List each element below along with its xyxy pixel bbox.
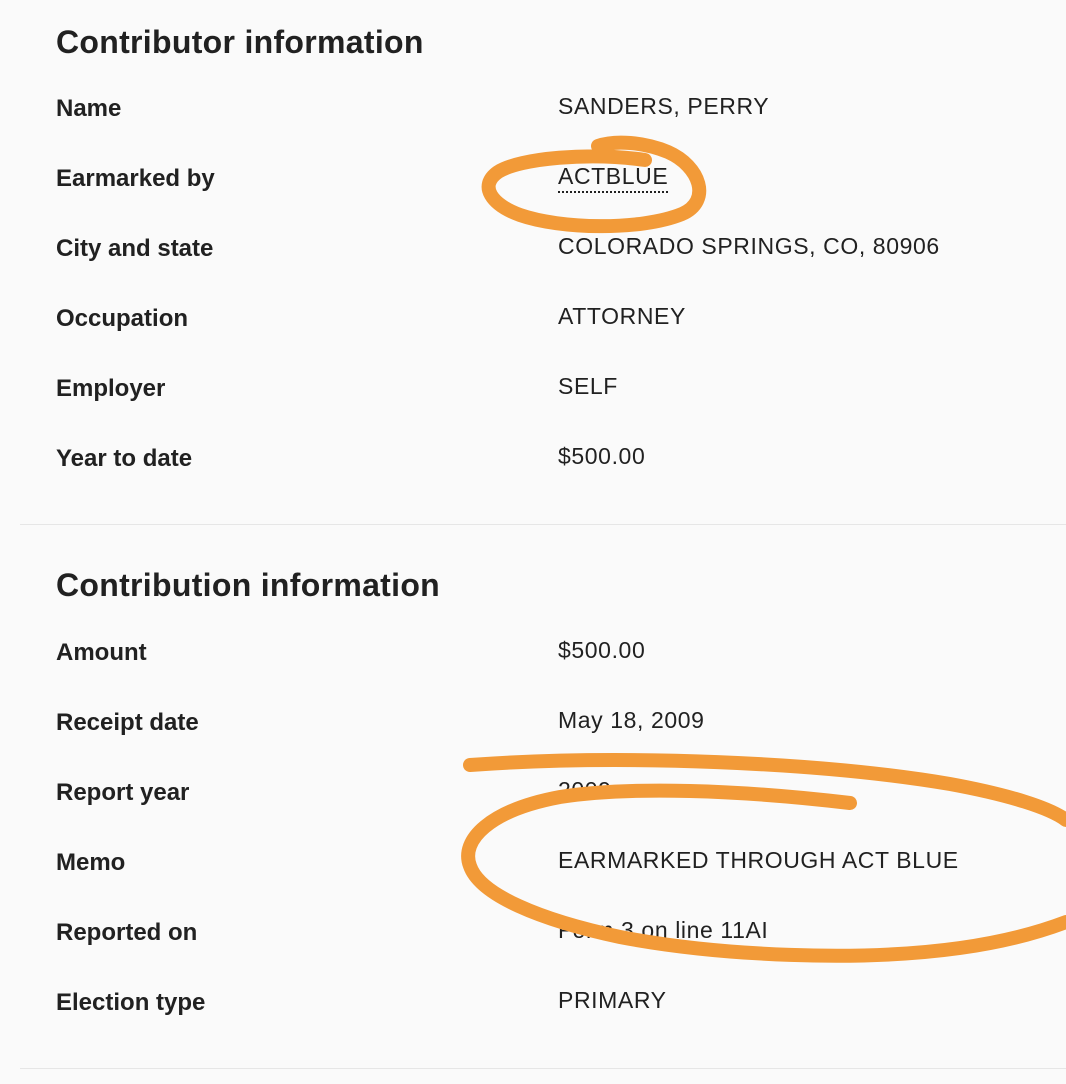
amount-value: $500.00 (558, 637, 646, 663)
election-type-label: Election type (56, 989, 206, 1016)
election-type-value: PRIMARY (558, 987, 667, 1013)
contribution-row-memo (0, 849, 1066, 889)
contributor-row-city-state (0, 235, 1066, 275)
name-value: SANDERS, PERRY (558, 93, 770, 119)
memo-value: EARMARKED THROUGH ACT BLUE (558, 847, 959, 873)
city-state-value: COLORADO SPRINGS, CO, 80906 (558, 233, 940, 259)
contributor-row-employer (0, 375, 1066, 415)
earmarked-by-label: Earmarked by (56, 165, 215, 192)
city-state-label: City and state (56, 235, 214, 262)
amount-label: Amount (56, 639, 147, 666)
year-to-date-value: $500.00 (558, 443, 646, 469)
report-year-label: Report year (56, 779, 190, 806)
contributor-row-name (0, 95, 1066, 135)
employer-label: Employer (56, 375, 166, 402)
contribution-row-amount (0, 639, 1066, 679)
name-label: Name (56, 95, 122, 122)
occupation-label: Occupation (56, 305, 189, 332)
contributor-row-year-to-date (0, 445, 1066, 485)
section-divider (20, 524, 1066, 525)
section-divider-bottom (20, 1068, 1066, 1069)
year-to-date-label: Year to date (56, 445, 193, 472)
contributor-row-earmarked-by (0, 165, 1066, 205)
employer-value: SELF (558, 373, 618, 399)
report-year-value: 2009 (558, 777, 612, 803)
contribution-row-election-type (0, 989, 1066, 1029)
reported-on-label: Reported on (56, 919, 198, 946)
reported-on-value: Form 3 on line 11AI (558, 917, 769, 943)
contributor-row-occupation (0, 305, 1066, 345)
occupation-value: ATTORNEY (558, 303, 686, 329)
contribution-row-reported-on (0, 919, 1066, 959)
earmarked-by-link[interactable]: ACTBLUE (558, 163, 668, 193)
contributor-information-title: Contributor information (56, 24, 424, 60)
memo-label: Memo (56, 849, 126, 876)
contribution-information-title: Contribution information (56, 567, 441, 603)
receipt-date-value: May 18, 2009 (558, 707, 705, 733)
contribution-row-receipt-date (0, 709, 1066, 749)
receipt-date-label: Receipt date (56, 709, 199, 736)
contribution-row-report-year (0, 779, 1066, 819)
